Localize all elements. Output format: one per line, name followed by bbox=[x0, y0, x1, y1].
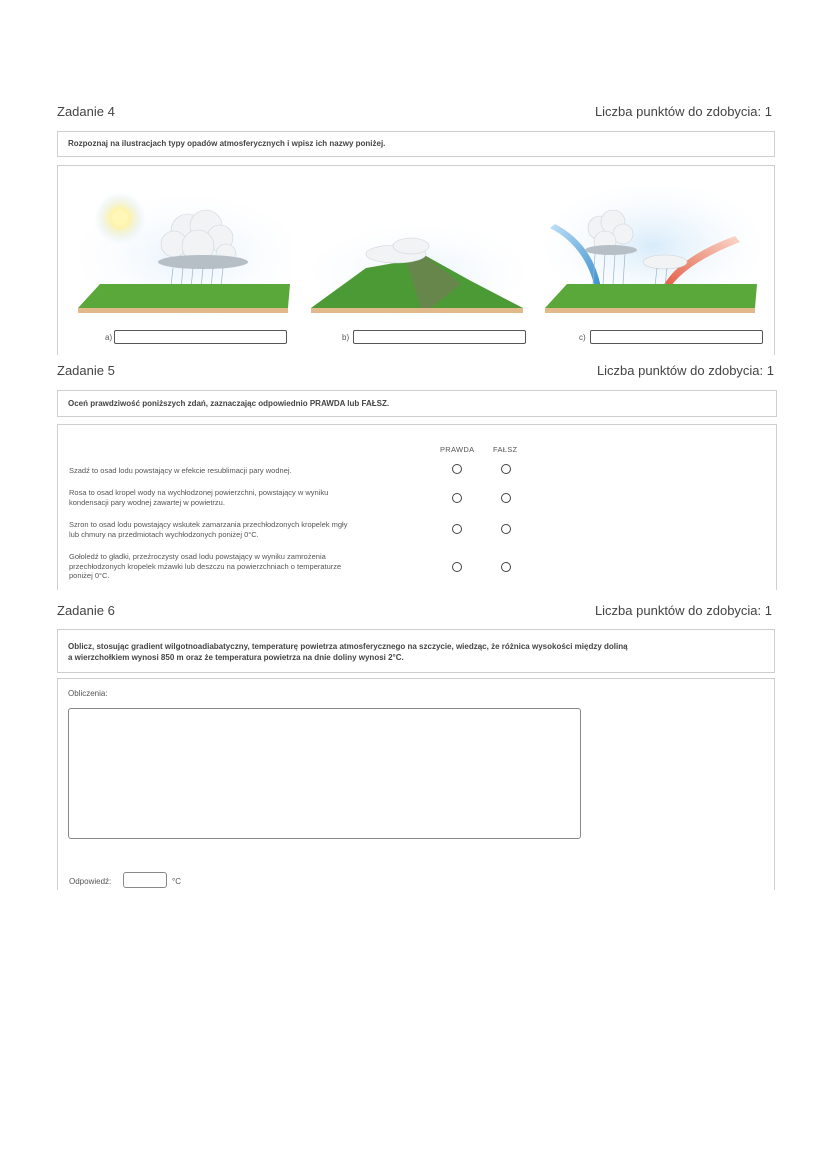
unit-label: °C bbox=[172, 877, 181, 886]
task6-instruction-line2: a wierzchołkiem wynosi 850 m oraz że temperatura powietrza na dnie doliny wynosi 2°C. bbox=[68, 653, 404, 662]
task6-title: Zadanie 6 bbox=[57, 603, 115, 618]
task5-title: Zadanie 5 bbox=[57, 363, 115, 378]
task5-instruction: Oceń prawdziwość poniższych zdań, zaznaczając odpowiednio PRAWDA lub FAŁSZ. bbox=[68, 399, 390, 408]
frontal-rain-illustration bbox=[545, 186, 760, 316]
calculations-textarea[interactable] bbox=[68, 708, 581, 839]
answer-c-label: c) bbox=[579, 333, 586, 342]
orographic-rain-illustration bbox=[311, 206, 526, 316]
convection-rain-illustration bbox=[78, 186, 293, 316]
task6-panel bbox=[57, 678, 775, 890]
task6-instruction-line1: Oblicz, stosując gradient wilgotnoadiabatyczny, temperaturę powietrza atmosferycznego na szczycie, wiedząc, że różnica wysokości między doliną bbox=[68, 642, 628, 651]
statement-4-false-radio[interactable] bbox=[501, 562, 511, 572]
statement-1-true-radio[interactable] bbox=[452, 464, 462, 474]
answer-c-input[interactable] bbox=[590, 330, 763, 344]
statement-2: Rosa to osad kropel wody na wychłodzonej powierzchni, powstający w wyniku kondensacji pary wodnej zawartej w powietrzu. bbox=[69, 488, 329, 507]
statement-2-true-radio[interactable] bbox=[452, 493, 462, 503]
task5-instruction-box bbox=[57, 390, 777, 417]
answer-b-label: b) bbox=[342, 333, 350, 342]
task5-points: Liczba punktów do zdobycia: 1 bbox=[596, 363, 774, 378]
task4-title: Zadanie 4 bbox=[57, 104, 115, 119]
statement-4: Gołoledź to gładki, przeźroczysty osad lodu powstający w wyniku zamrożenia przechłodzonych kropelek mżawki lub deszczu na powierzchniach o temperaturze poniżej 0°C. bbox=[69, 552, 342, 580]
task4-panel bbox=[57, 165, 775, 355]
column-header-false: FAŁSZ bbox=[493, 445, 518, 454]
answer-b-input[interactable] bbox=[353, 330, 526, 344]
task4-instruction: Rozpoznaj na ilustracjach typy opadów atmosferycznych i wpisz ich nazwy poniżej. bbox=[68, 139, 386, 148]
statement-3: Szron to osad lodu powstający wskutek zamarzania przechłodzonych kropelek mgły lub chmury na przedmiotach wychłodzonych poniżej 0°C. bbox=[69, 520, 348, 539]
answer-a-label: a) bbox=[105, 333, 113, 342]
task6-instruction-box bbox=[57, 629, 775, 673]
calculations-label: Obliczenia: bbox=[68, 689, 108, 698]
statement-1: Szadź to osad lodu powstający w efekcie resublimacji pary wodnej. bbox=[69, 466, 292, 475]
statement-3-false-radio[interactable] bbox=[501, 524, 511, 534]
column-header-true: PRAWDA bbox=[440, 445, 475, 454]
statement-3-true-radio[interactable] bbox=[452, 524, 462, 534]
statement-1-false-radio[interactable] bbox=[501, 464, 511, 474]
answer-a-input[interactable] bbox=[114, 330, 287, 344]
statement-4-true-radio[interactable] bbox=[452, 562, 462, 572]
answer-label: Odpowiedź: bbox=[69, 877, 112, 886]
answer-input[interactable] bbox=[123, 872, 167, 888]
task4-points: Liczba punktów do zdobycia: 1 bbox=[594, 104, 772, 119]
statement-2-false-radio[interactable] bbox=[501, 493, 511, 503]
task4-instruction-box bbox=[57, 131, 775, 157]
task6-points: Liczba punktów do zdobycia: 1 bbox=[594, 603, 772, 618]
task5-panel bbox=[57, 424, 777, 590]
